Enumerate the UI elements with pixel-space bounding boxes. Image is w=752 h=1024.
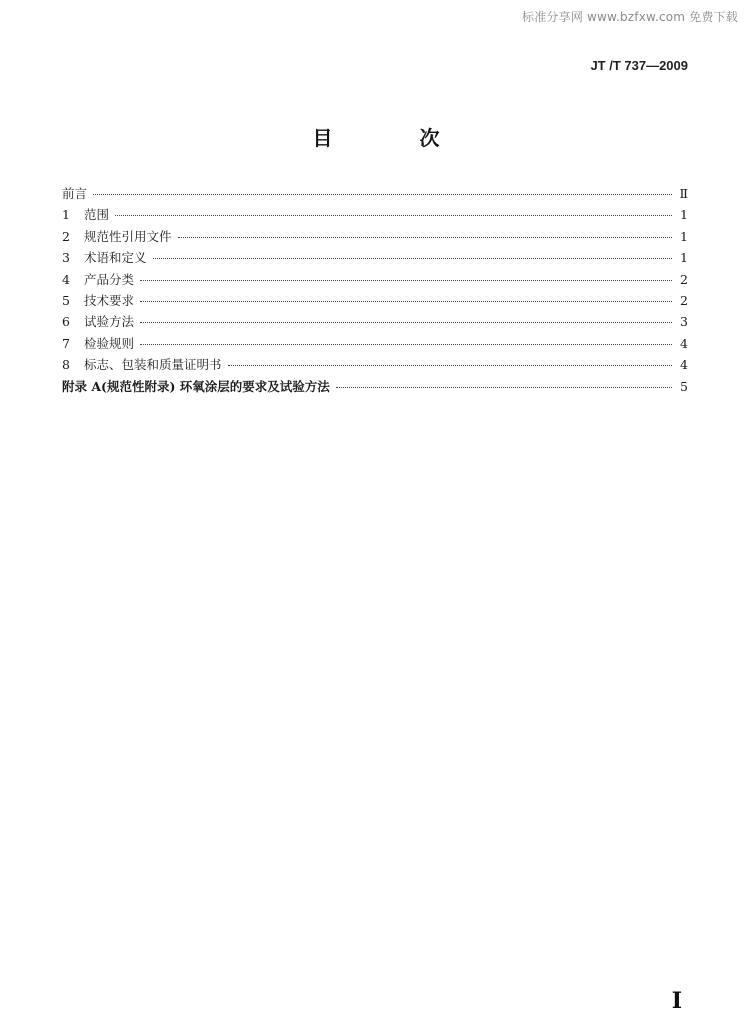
standard-code: JT /T 737—2009 [590,58,688,73]
toc-entry-scope[interactable] [62,205,688,226]
toc-entry-number: 6 [62,314,70,330]
toc-entry-label: 标志、包装和质量证明书 [84,357,222,373]
toc-leader-dots [178,237,672,238]
toc-entry-classification[interactable] [62,270,688,291]
toc-entry-page: 3 [680,314,688,330]
toc-entry-label: 试验方法 [84,314,135,330]
toc-entry-number: 3 [62,250,70,266]
toc-leader-dots [228,365,672,366]
toc-leader-dots [153,258,672,259]
toc-entry-page: 1 [680,228,688,244]
toc-entry-normative-references[interactable] [62,227,688,248]
toc-leader-dots [140,344,672,345]
toc-leader-dots [140,280,672,281]
toc-entry-foreword[interactable] [62,184,688,205]
toc-entry-inspection-rules[interactable] [62,334,688,355]
toc-entry-number: 1 [62,207,70,223]
toc-leader-dots [140,301,672,302]
toc-entry-page: 1 [680,207,688,223]
toc-entry-page: 2 [680,271,688,287]
toc-leader-dots [336,387,672,388]
toc-entry-label: 产品分类 [84,271,135,287]
toc-entry-page: 5 [680,378,688,394]
toc-entry-number: 4 [62,271,70,287]
toc-entry-page: 2 [680,292,688,308]
toc-entry-number: 7 [62,335,70,351]
toc-entry-requirements[interactable] [62,291,688,312]
toc-leader-dots [93,194,672,195]
toc-entry-test-methods[interactable] [62,312,688,333]
toc-title: 目 次 [312,126,480,150]
table-of-contents [62,184,688,398]
toc-entry-label: 范围 [84,207,110,223]
toc-entry-label: 规范性引用文件 [84,228,172,244]
toc-entry-page: 4 [680,335,688,351]
toc-leader-dots [140,322,672,323]
toc-entry-terms[interactable] [62,248,688,269]
toc-entry-page: 1 [680,250,688,266]
toc-entry-label: 附录 A(规范性附录) 环氧涂层的要求及试验方法 [62,378,330,394]
toc-entry-number: 8 [62,357,70,373]
page-number: I [671,988,682,1014]
toc-entry-number: 2 [62,228,70,244]
toc-entry-marking-packaging[interactable] [62,355,688,376]
toc-entry-label: 技术要求 [84,292,135,308]
toc-entry-label: 前言 [62,186,88,201]
toc-leader-dots [115,215,672,216]
toc-entry-number: 5 [62,292,70,308]
toc-entry-page: Ⅱ [679,186,688,201]
toc-entry-page: 4 [680,357,688,373]
toc-entry-label: 检验规则 [84,335,135,351]
toc-entry-label: 术语和定义 [84,250,147,266]
watermark-text: 标准分享网 www.bzfxw.com 免费下载 [522,10,738,24]
toc-entry-appendix-a[interactable] [62,377,688,398]
